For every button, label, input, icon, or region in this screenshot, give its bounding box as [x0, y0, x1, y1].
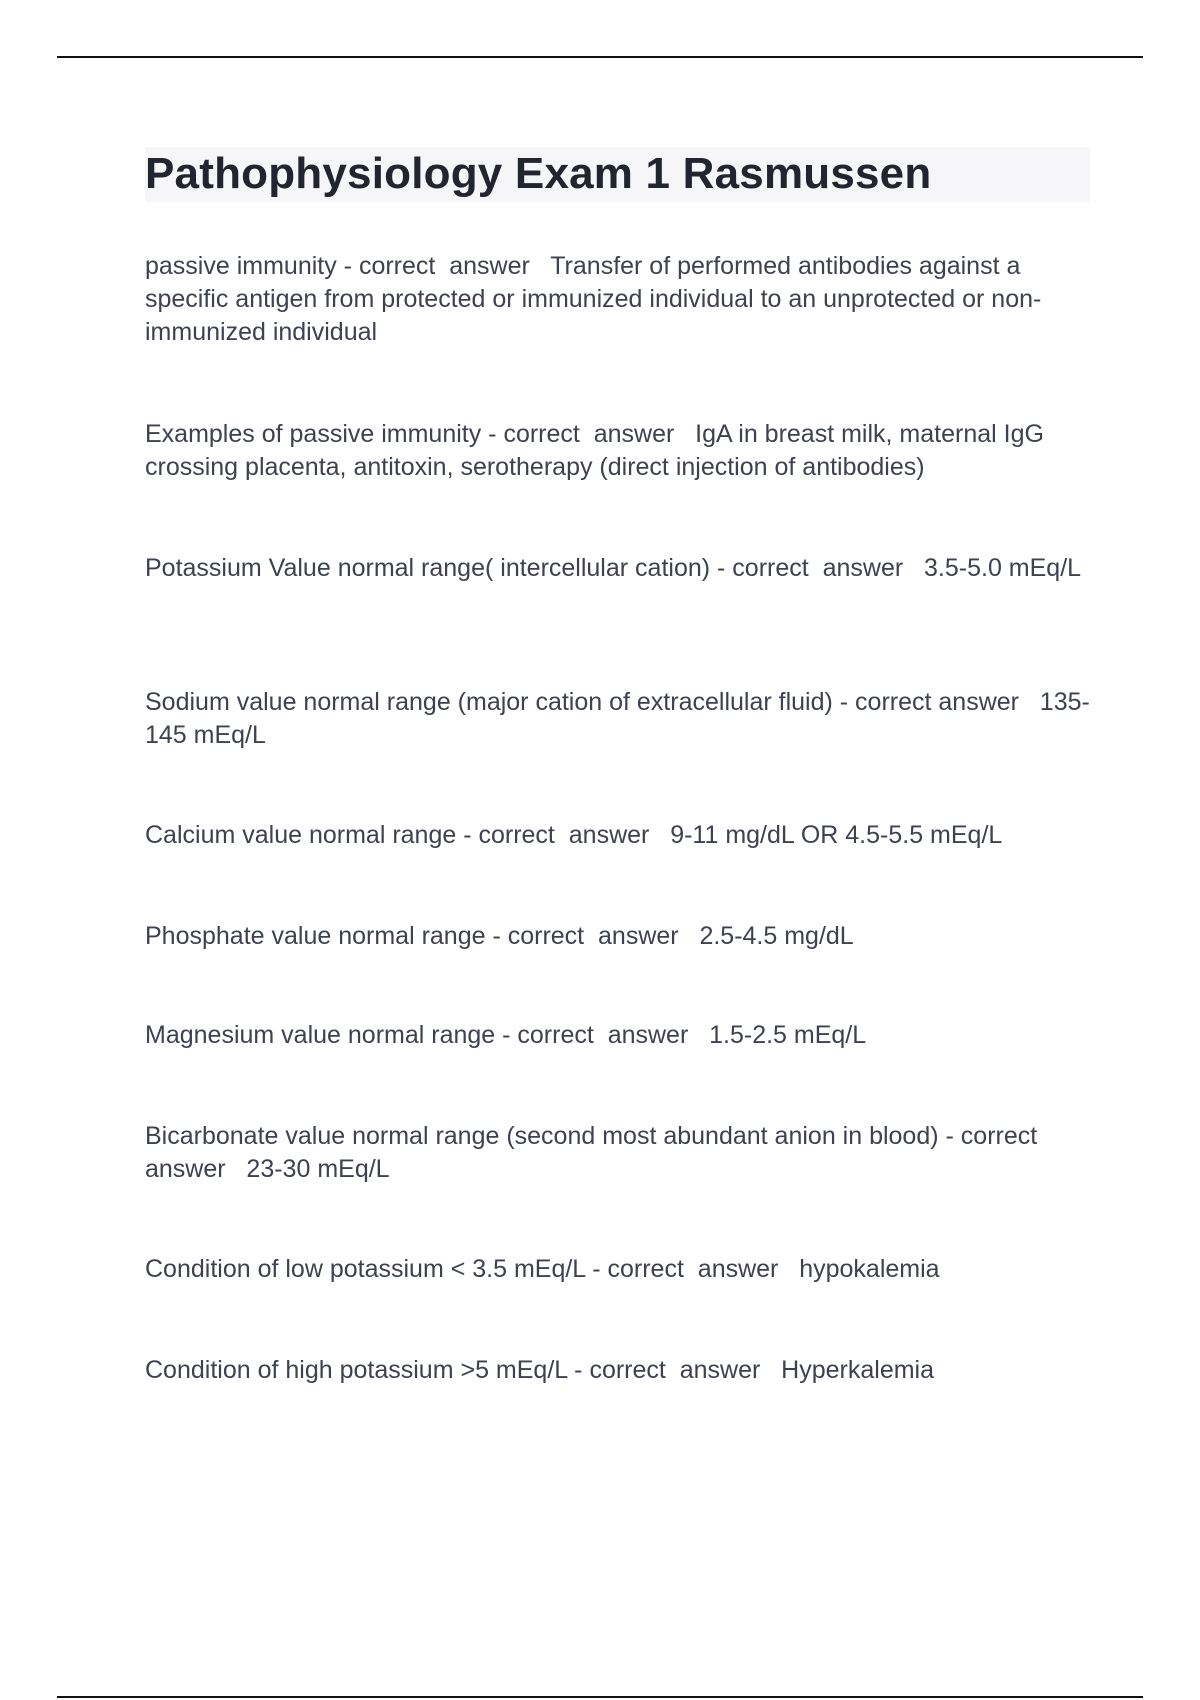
qa-entry-magnesium-range: Magnesium value normal range - correct answer 1.5-2.5 mEq/L	[145, 1021, 867, 1049]
qa-entry-potassium-range: Potassium Value normal range( intercellular cation) - correct answer 3.5-5.0 mEq/L	[145, 554, 1082, 582]
qa-entry-sodium-range: Sodium value normal range (major cation of extracellular fluid) - correct answer 135-145 mEq/L	[145, 688, 1090, 749]
qa-entry-hyperkalemia: Condition of high potassium >5 mEq/L - correct answer Hyperkalemia	[145, 1356, 935, 1384]
document-title: Pathophysiology Exam 1 Rasmussen	[145, 149, 932, 198]
qa-entry-passive-immunity: passive immunity - correct answer Transfer of performed antibodies against a specific antigen from protected or immunized individual to an unprotected or non-immunized individual	[145, 252, 1042, 346]
qa-entry-passive-immunity-examples: Examples of passive immunity - correct answer IgA in breast milk, maternal IgG crossing placenta, antitoxin, serotherapy (direct injection of antibodies)	[145, 420, 1051, 481]
qa-entry-bicarbonate-range: Bicarbonate value normal range (second most abundant anion in blood) - correct answer 23-30 mEq/L	[145, 1122, 1052, 1183]
top-rule	[57, 56, 1143, 58]
qa-entry-phosphate-range: Phosphate value normal range - correct answer 2.5-4.5 mg/dL	[145, 922, 854, 950]
bottom-rule	[57, 1696, 1143, 1698]
qa-entry-calcium-range: Calcium value normal range - correct answer 9-11 mg/dL OR 4.5-5.5 mEq/L	[145, 821, 1003, 849]
qa-entry-hypokalemia: Condition of low potassium < 3.5 mEq/L - correct answer hypokalemia	[145, 1255, 940, 1283]
